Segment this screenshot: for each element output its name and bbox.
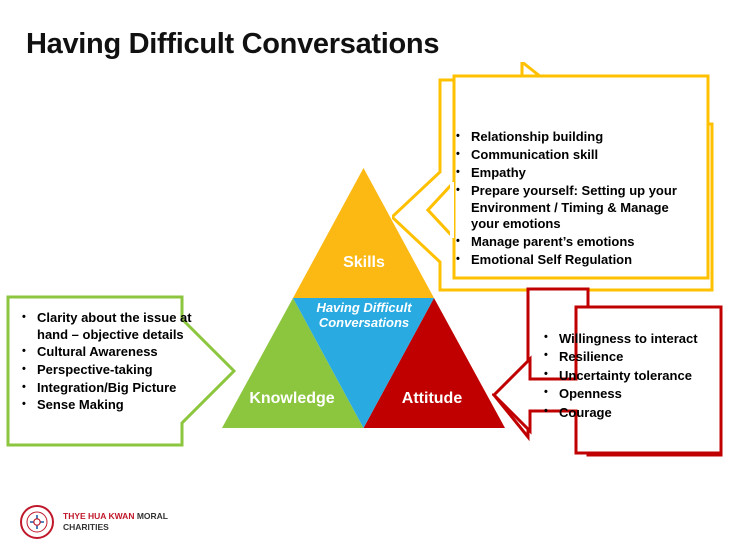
list-item: • Cultural Awareness [20, 344, 210, 361]
triangle-label-attitude: Attitude [401, 390, 463, 407]
triangle-label-skills: Skills [343, 254, 385, 271]
list-item: • Courage [542, 404, 717, 421]
list-item: • Willingness to interact [542, 330, 717, 347]
list-item: • Clarity about the issue at hand – objective details [20, 310, 210, 343]
thk-logo-icon [20, 505, 54, 539]
list-item: • Communication skill [454, 147, 699, 164]
list-item: • Openness [542, 385, 717, 402]
list-item: • Relationship building [454, 129, 699, 146]
list-item: • Sense Making [20, 397, 210, 414]
footer-brand-line1-strong: THYE HUA KWAN [63, 510, 135, 521]
callout-knowledge [6, 295, 238, 447]
page-title: Having Difficult Conversations [26, 28, 440, 60]
list-item: • Perspective-taking [20, 362, 210, 379]
footer-brand-line1-rest: MORAL [134, 510, 168, 521]
footer-brand-line2: CHARITIES [63, 522, 109, 532]
list-item: • Prepare yourself: Setting up your Environment / Timing & Manage your emotions [454, 183, 699, 234]
list-item: • Manage parent’s emotions [454, 234, 699, 251]
list-item: • Uncertainty tolerance [542, 367, 717, 384]
footer-logo [20, 505, 168, 539]
callout-attitude-list [542, 330, 717, 422]
list-item: • Emotional Self Regulation [454, 252, 699, 269]
list-item: • Integration/Big Picture [20, 380, 210, 397]
triangle-label-knowledge: Knowledge [249, 390, 335, 407]
triangle-label-center: Having Difficult Conversations [316, 300, 412, 330]
callout-skills-list [454, 129, 699, 270]
list-item: • Resilience [542, 348, 717, 365]
list-item: • Empathy [454, 165, 699, 182]
callout-attitude [492, 287, 723, 457]
callout-skills [392, 62, 714, 292]
footer-brand-text [63, 511, 168, 534]
callout-knowledge-list [20, 310, 210, 415]
